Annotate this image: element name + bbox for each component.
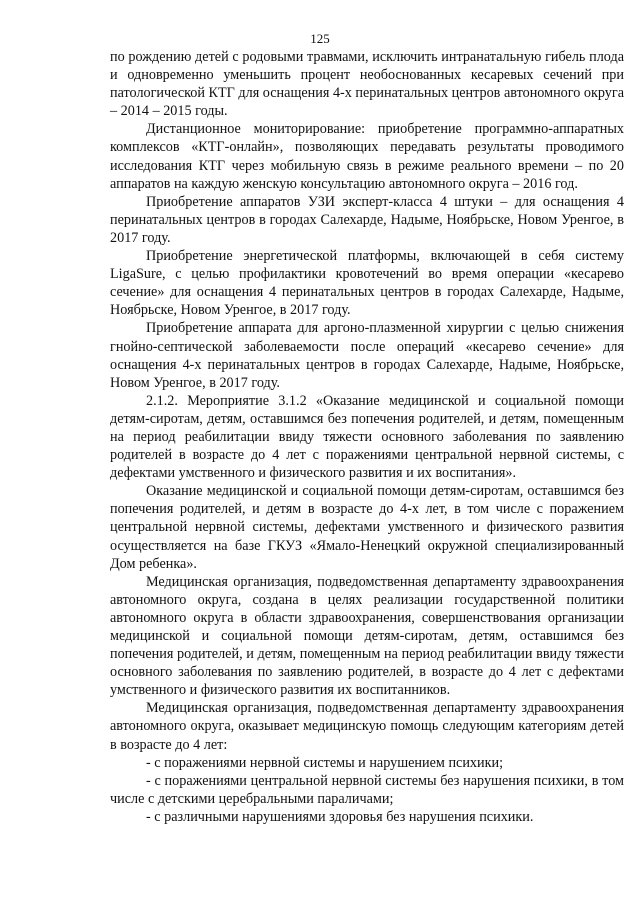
paragraph-argon-plasma: Приобретение аппарата для аргоно-плазменной хирургии с целью снижения гнойно-септической заболеваемости после операций «кесарево сечение» для оснащения 4-х перинатальных центров в городах Салехарде, Надыме, Ноябрьске, Новом Уренгое, в 2017 году. [110, 320, 624, 391]
paragraph-categories-intro: Медицинская организация, подведомственная департаменту здравоохранения автономного округа, оказывает медицинскую помощь следующим категориям детей в возрасте до 4 лет: [110, 700, 624, 753]
list-item: - с поражениями центральной нервной системы без нарушения психики, в том числе с детскими церебральными параличами; [110, 772, 624, 807]
list-item: - с различными нарушениями здоровья без нарушения психики. [146, 808, 534, 825]
page-number: 125 [310, 31, 330, 46]
paragraph-ultrasound: Приобретение аппаратов УЗИ эксперт-класса 4 штуки – для оснащения 4 перинатальных центров в городах Салехарде, Надыме, Ноябрьске, Новом Уренгое, в 2017 году. [110, 193, 624, 246]
paragraph-measure-heading: 2.1.2. Мероприятие 3.1.2 «Оказание медицинской и социальной помощи детям-сиротам, детям, оставшимся без попечения родителей, и детям, помещенным на период реабилитации ввиду тяжести основного заболевания по заявлению родителей в возрасте до 4 лет с поражениями центральной нервной системы, с дефектами умственного и физического развития и их воспитания». [110, 392, 624, 482]
document-body [110, 48, 624, 826]
list-item: - с поражениями нервной системы и нарушением психики; [146, 754, 504, 771]
paragraph-remote-monitoring: Дистанционное мониторирование: приобретение программно-аппаратных комплексов «КТГ-онлайн», позволяющих передавать результаты проводимого исследования КТГ через мобильную связь в режиме реального времени – по 20 аппаратов на каждую женскую консультацию автономного округа – 2016 год. [110, 121, 624, 192]
paragraph-continuation: по рождению детей с родовыми травмами, исключить интранатальную гибель плода и одновременно уменьшить процент необоснованных кесаревых сечений при патологической КТГ для оснащения 4-х перинатальных центров автономного округа – 2014 – 2015 годы. [110, 49, 624, 120]
paragraph-energy-platform: Приобретение энергетической платформы, включающей в себя систему LigaSure, с целью профилактики кровотечений во время операции «кесарево сечение» для оснащения 4 перинатальных центров в городах Салехарде, Надыме, Ноябрьске, Новом Уренгое, в 2017 году. [110, 248, 624, 319]
paragraph-care-provision: Оказание медицинской и социальной помощи детям-сиротам, оставшимся без попечения родителей, и детям в возрасте до 4-х лет, в том числе с поражением центральной нервной системы, дефектами умственного и физического развития осуществляется на базе ГКУЗ «Ямало-Ненецкий окружной специализированный Дом ребенка». [110, 483, 624, 572]
paragraph-organization-purpose: Медицинская организация, подведомственная департаменту здравоохранения автономного округа, создана в целях реализации государственной политики автономного округа в области здравоохранения, совершенствования организации медицинской и социальной помощи детям-сиротам, детям, оставшимся без попечения родителей, и детям, помещенным на период реабилитации ввиду тяжести основного заболевания по заявлению родителей, в возрасте до 4 лет с дефектами умственного и физического развития их воспитанников. [110, 573, 624, 699]
